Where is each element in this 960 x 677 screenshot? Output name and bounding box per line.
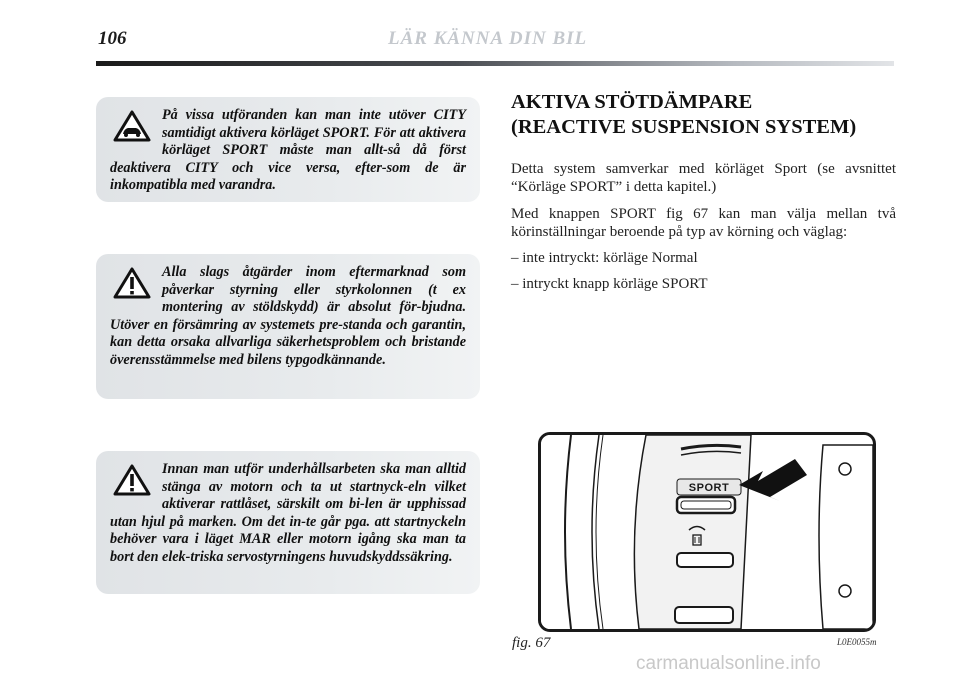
figure-code: L0E0055m [837,637,877,647]
header-rule [96,61,894,66]
body-paragraph: Med knappen SPORT fig 67 kan man välja mellan två körinställningar beroende på typ av körning och väglag: [511,206,896,240]
section-title [511,90,901,140]
car-hand-warning-icon [112,109,152,143]
watermark: carmanualsonline.info [636,653,821,674]
note-box-aftermarket [96,254,480,399]
page-number: 106 [98,28,127,49]
body-paragraph: Detta system samverkar med körläget Sport (se avsnittet “Körläge SPORT” i detta kapitel.) [511,161,896,195]
sport-button-icon [677,479,741,513]
note-text: Alla slags åtgärder inom eftermarknad som påverkar styrning eller styrkolonnen (t ex montering av stöldskydd) är absolut för-bjudna. Utöver en försämring av systemets pre-standa och garantin, kan detta orsaka allvarliga säkerhetsproblem och bristande överensstämmelse med bilens typgodkännande. [110,264,466,368]
list-item: – intryckt knapp körläge SPORT [511,276,708,292]
screw-icon [839,585,851,597]
note-text: Innan man utför underhållsarbeten ska man alltid stänga av motorn och ta ut startnyck-eln vilket aktiverar rattlåset, särskilt om bi-len är upphissad utan hjul på marken. Om det in-te går pga. att startnyckeln behöver vara i läget MAR eller motorn igång ska man ta bort den elek-triska servostyrningens huvudskyddssäkring. [110,461,466,565]
note-box-maintenance [96,451,480,594]
running-header: LÄR KÄNNA DIN BIL [388,28,588,49]
note-box-city-sport [96,97,480,202]
screw-icon [839,463,851,475]
warning-triangle-icon [112,463,152,497]
list-item: – inte intryckt: körläge Normal [511,250,698,266]
warning-triangle-icon [112,266,152,300]
figure-caption: fig. 67 [512,635,551,651]
section-title-line2: (REACTIVE SUSPENSION SYSTEM) [511,116,857,138]
figure-sport-button [538,432,876,632]
section-title-line1: AKTIVA STÖTDÄMPARE [511,91,753,113]
sport-button-label: SPORT [688,482,730,494]
note-text: På vissa utföranden kan man inte utöver CITY samtidigt aktivera körläget SPORT. För att aktivera körläget SPORT måste man allt-så då först deaktivera CITY och vice versa, efter-som de är inkompatibla med varandra. [110,107,466,193]
